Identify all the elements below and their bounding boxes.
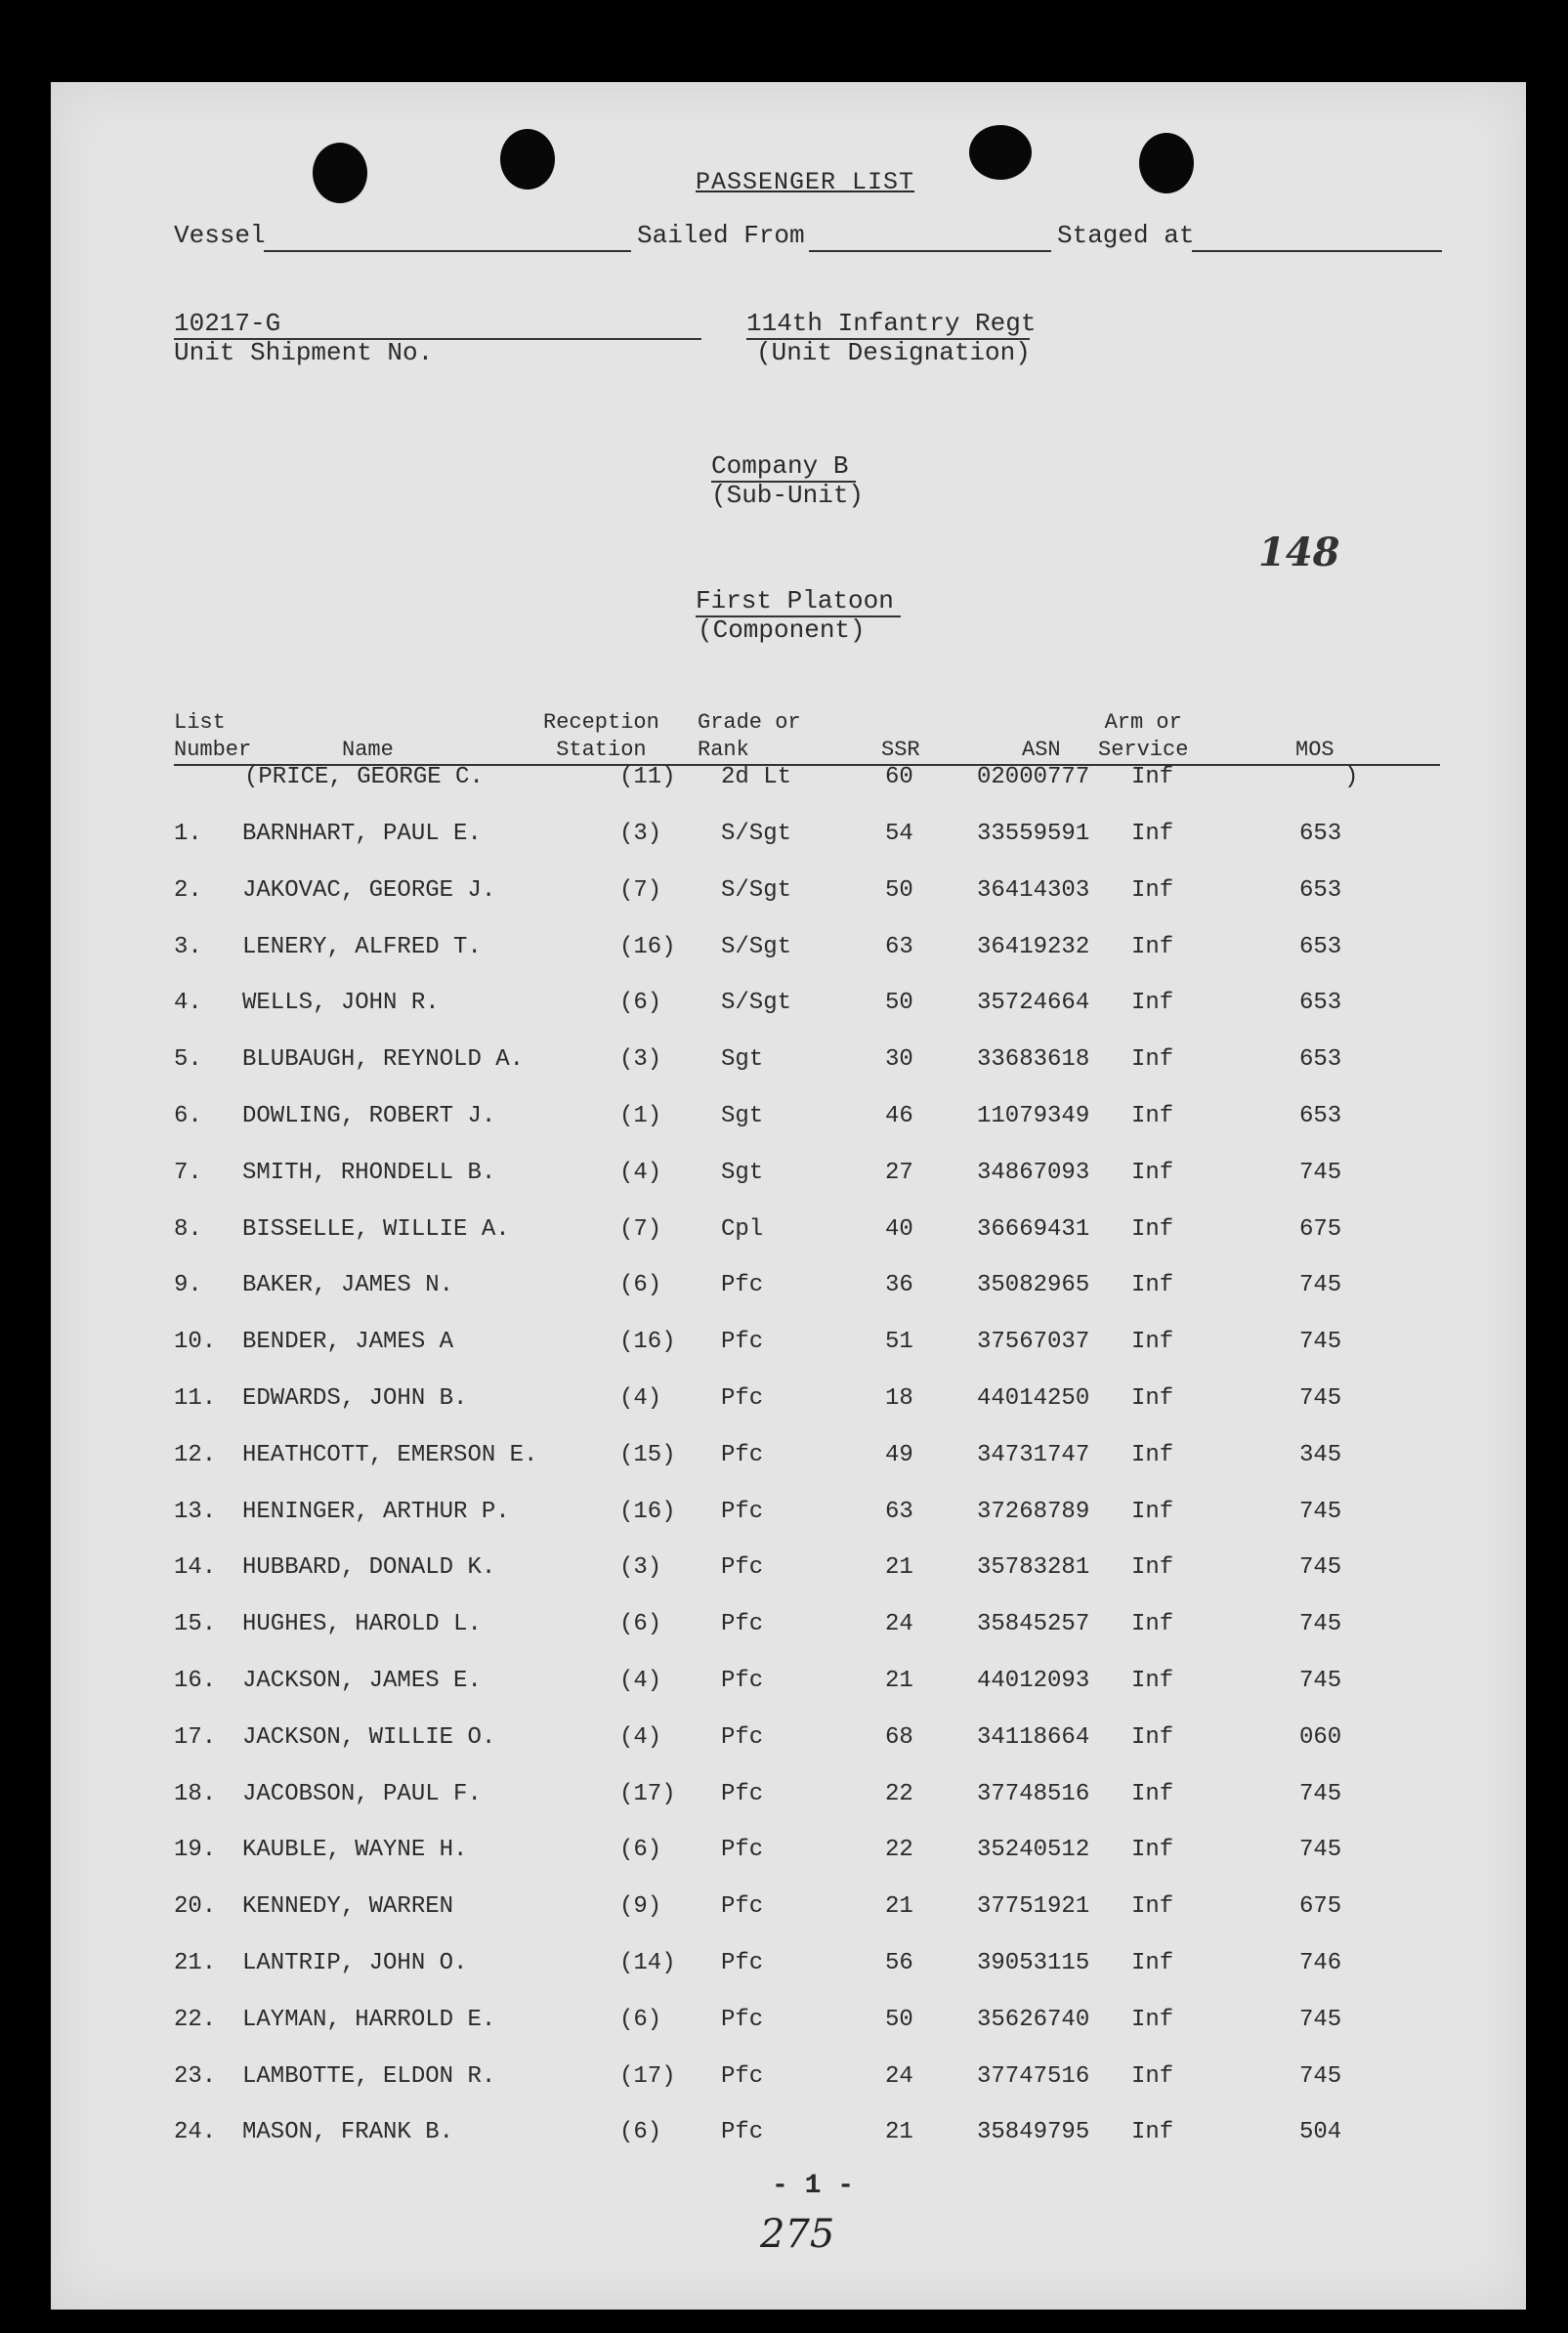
row-mos: 653 xyxy=(1299,876,1342,904)
row-arm: Inf xyxy=(1131,1329,1174,1356)
row-station: (6) xyxy=(619,2006,662,2033)
row-asn: 37747516 xyxy=(977,2062,1090,2090)
row-arm: Inf xyxy=(1131,2006,1174,2033)
row-mos: 745 xyxy=(1299,1668,1342,1694)
row-arm: Inf xyxy=(1131,1554,1174,1582)
col-header-name: Name xyxy=(342,738,394,762)
row-name: LENERY, ALFRED T. xyxy=(242,933,482,960)
row-ssr: 50 xyxy=(885,876,913,904)
row-ssr: 46 xyxy=(885,1103,913,1129)
row-grade: Sgt xyxy=(721,1103,764,1129)
row-arm: Inf xyxy=(1131,1441,1174,1468)
officer-name: (PRICE, GEORGE C. xyxy=(244,764,484,790)
row-mos: 653 xyxy=(1299,990,1342,1017)
row-grade: S/Sgt xyxy=(721,876,792,904)
row-ssr: 18 xyxy=(885,1385,913,1412)
row-mos: 504 xyxy=(1299,2119,1342,2146)
vessel-line xyxy=(264,250,631,252)
row-asn: 34731747 xyxy=(977,1441,1090,1468)
row-ssr: 50 xyxy=(885,990,913,1017)
row-mos: 746 xyxy=(1299,1950,1342,1976)
row-asn: 35845257 xyxy=(977,1611,1090,1638)
row-ssr: 63 xyxy=(885,933,913,960)
row-station: (4) xyxy=(619,1385,662,1412)
row-station: (6) xyxy=(619,2119,662,2146)
officer-station: (11) xyxy=(619,764,676,790)
row-grade: Sgt xyxy=(721,1159,764,1186)
row-number: 9. xyxy=(174,1272,202,1299)
row-grade: Sgt xyxy=(721,1046,764,1074)
row-number: 5. xyxy=(174,1046,202,1074)
row-number: 10. xyxy=(174,1329,217,1356)
row-asn: 44012093 xyxy=(977,1668,1090,1694)
row-name: HUBBARD, DONALD K. xyxy=(242,1554,496,1582)
row-number: 3. xyxy=(174,933,202,960)
row-number: 12. xyxy=(174,1441,217,1468)
row-station: (4) xyxy=(619,1668,662,1694)
row-name: HENINGER, ARTHUR P. xyxy=(242,1498,510,1525)
row-asn: 37567037 xyxy=(977,1329,1090,1356)
punch-hole xyxy=(1139,133,1194,193)
row-name: LAMBOTTE, ELDON R. xyxy=(242,2062,496,2090)
row-grade: S/Sgt xyxy=(721,933,792,960)
row-number: 8. xyxy=(174,1215,202,1243)
row-asn: 39053115 xyxy=(977,1950,1090,1976)
row-arm: Inf xyxy=(1131,2119,1174,2146)
row-ssr: 54 xyxy=(885,821,913,847)
row-name: LANTRIP, JOHN O. xyxy=(242,1950,468,1976)
row-name: JACKSON, WILLIE O. xyxy=(242,1723,496,1751)
row-arm: Inf xyxy=(1131,1046,1174,1074)
row-station: (7) xyxy=(619,876,662,904)
row-number: 16. xyxy=(174,1668,217,1694)
row-name: JACOBSON, PAUL F. xyxy=(242,1780,482,1807)
row-name: BAKER, JAMES N. xyxy=(242,1272,454,1299)
row-grade: Pfc xyxy=(721,1441,764,1468)
row-arm: Inf xyxy=(1131,1780,1174,1807)
row-number: 1. xyxy=(174,821,202,847)
row-ssr: 63 xyxy=(885,1498,913,1525)
row-mos: 745 xyxy=(1299,1329,1342,1356)
handwritten-footer: 275 xyxy=(760,2212,835,2257)
document-page xyxy=(51,82,1526,2310)
row-number: 14. xyxy=(174,1554,217,1582)
row-ssr: 24 xyxy=(885,1611,913,1638)
row-ssr: 49 xyxy=(885,1441,913,1468)
row-station: (15) xyxy=(619,1441,676,1468)
row-mos: 653 xyxy=(1299,821,1342,847)
row-station: (16) xyxy=(619,1329,676,1356)
row-name: JAKOVAC, GEORGE J. xyxy=(242,876,496,904)
row-number: 11. xyxy=(174,1385,217,1412)
row-number: 21. xyxy=(174,1950,217,1976)
punch-hole xyxy=(969,125,1032,180)
row-name: KAUBLE, WAYNE H. xyxy=(242,1837,468,1864)
row-grade: Pfc xyxy=(721,1554,764,1582)
col-header-ssr: SSR xyxy=(881,738,920,762)
row-name: HUGHES, HAROLD L. xyxy=(242,1611,482,1638)
row-mos: 653 xyxy=(1299,1046,1342,1074)
row-mos: 653 xyxy=(1299,933,1342,960)
row-station: (6) xyxy=(619,990,662,1017)
row-station: (14) xyxy=(619,1950,676,1976)
row-asn: 37268789 xyxy=(977,1498,1090,1525)
row-asn: 36419232 xyxy=(977,933,1090,960)
row-ssr: 56 xyxy=(885,1950,913,1976)
row-station: (1) xyxy=(619,1103,662,1129)
sub-unit-label: (Sub-Unit) xyxy=(711,481,865,510)
row-name: HEATHCOTT, EMERSON E. xyxy=(242,1441,538,1468)
row-station: (4) xyxy=(619,1159,662,1186)
row-name: BLUBAUGH, REYNOLD A. xyxy=(242,1046,525,1074)
row-name: BARNHART, PAUL E. xyxy=(242,821,482,847)
row-asn: 35783281 xyxy=(977,1554,1090,1582)
col-header-mos: MOS xyxy=(1295,738,1335,762)
row-station: (4) xyxy=(619,1723,662,1751)
row-mos: 060 xyxy=(1299,1723,1342,1751)
unit-designation: 114th Infantry Regt xyxy=(746,309,1037,338)
row-grade: Pfc xyxy=(721,1272,764,1299)
row-name: LAYMAN, HARROLD E. xyxy=(242,2006,496,2033)
row-mos: 745 xyxy=(1299,2006,1342,2033)
component-label: (Component) xyxy=(698,615,866,645)
row-number: 18. xyxy=(174,1780,217,1807)
row-number: 15. xyxy=(174,1611,217,1638)
row-grade: Pfc xyxy=(721,1780,764,1807)
row-name: DOWLING, ROBERT J. xyxy=(242,1103,496,1129)
sailed-from-label: Sailed From xyxy=(637,221,805,250)
row-station: (6) xyxy=(619,1272,662,1299)
unit-shipment-label: Unit Shipment No. xyxy=(174,338,434,367)
row-mos: 745 xyxy=(1299,1498,1342,1525)
row-grade: Pfc xyxy=(721,2119,764,2146)
row-mos: 745 xyxy=(1299,1611,1342,1638)
row-number: 20. xyxy=(174,1893,217,1921)
row-number: 4. xyxy=(174,990,202,1017)
row-number: 24. xyxy=(174,2119,217,2146)
row-asn: 35849795 xyxy=(977,2119,1090,2146)
row-ssr: 27 xyxy=(885,1159,913,1186)
row-station: (3) xyxy=(619,1046,662,1074)
row-mos: 675 xyxy=(1299,1893,1342,1921)
row-grade: Pfc xyxy=(721,1723,764,1751)
col-header-asn: ASN xyxy=(1022,738,1061,762)
row-arm: Inf xyxy=(1131,1498,1174,1525)
form-title: PASSENGER LIST xyxy=(696,168,915,196)
row-name: JACKSON, JAMES E. xyxy=(242,1668,482,1694)
row-arm: Inf xyxy=(1131,1668,1174,1694)
row-name: SMITH, RHONDELL B. xyxy=(242,1159,496,1186)
row-ssr: 36 xyxy=(885,1272,913,1299)
row-arm: Inf xyxy=(1131,1159,1174,1186)
row-station: (17) xyxy=(619,1780,676,1807)
row-asn: 35082965 xyxy=(977,1272,1090,1299)
row-number: 19. xyxy=(174,1837,217,1864)
page-number: - 1 - xyxy=(772,2171,855,2201)
row-asn: 35626740 xyxy=(977,2006,1090,2033)
officer-asn: 02000777 xyxy=(977,764,1090,790)
row-mos: 675 xyxy=(1299,1215,1342,1243)
row-grade: Pfc xyxy=(721,1385,764,1412)
row-name: KENNEDY, WARREN xyxy=(242,1893,454,1921)
row-asn: 35240512 xyxy=(977,1837,1090,1864)
row-ssr: 68 xyxy=(885,1723,913,1751)
row-name: EDWARDS, JOHN B. xyxy=(242,1385,468,1412)
row-mos: 745 xyxy=(1299,1780,1342,1807)
row-arm: Inf xyxy=(1131,1723,1174,1751)
row-station: (3) xyxy=(619,1554,662,1582)
row-ssr: 50 xyxy=(885,2006,913,2033)
row-grade: Pfc xyxy=(721,2062,764,2090)
row-mos: 345 xyxy=(1299,1441,1342,1468)
row-ssr: 22 xyxy=(885,1780,913,1807)
row-mos: 745 xyxy=(1299,2062,1342,2090)
row-station: (6) xyxy=(619,1611,662,1638)
row-grade: Pfc xyxy=(721,1668,764,1694)
row-ssr: 22 xyxy=(885,1837,913,1864)
row-station: (9) xyxy=(619,1893,662,1921)
sailed-from-line xyxy=(809,250,1051,252)
row-ssr: 30 xyxy=(885,1046,913,1074)
row-mos: 745 xyxy=(1299,1272,1342,1299)
col-header-reception-station: Reception Station xyxy=(543,710,659,762)
component-value: First Platoon xyxy=(696,586,894,615)
row-arm: Inf xyxy=(1131,1215,1174,1243)
row-ssr: 21 xyxy=(885,1554,913,1582)
row-asn: 34118664 xyxy=(977,1723,1090,1751)
row-mos: 653 xyxy=(1299,1103,1342,1129)
row-mos: 745 xyxy=(1299,1554,1342,1582)
row-number: 13. xyxy=(174,1498,217,1525)
row-arm: Inf xyxy=(1131,2062,1174,2090)
row-grade: Pfc xyxy=(721,1611,764,1638)
row-asn: 11079349 xyxy=(977,1103,1090,1129)
row-number: 7. xyxy=(174,1159,202,1186)
row-asn: 36414303 xyxy=(977,876,1090,904)
row-station: (16) xyxy=(619,933,676,960)
row-ssr: 21 xyxy=(885,1668,913,1694)
row-asn: 36669431 xyxy=(977,1215,1090,1243)
row-mos: 745 xyxy=(1299,1837,1342,1864)
officer-grade: 2d Lt xyxy=(721,764,792,790)
row-ssr: 21 xyxy=(885,2119,913,2146)
row-asn: 37748516 xyxy=(977,1780,1090,1807)
row-arm: Inf xyxy=(1131,1950,1174,1976)
row-name: MASON, FRANK B. xyxy=(242,2119,454,2146)
row-grade: Pfc xyxy=(721,1893,764,1921)
unit-shipment-number: 10217-G xyxy=(174,309,281,338)
row-name: WELLS, JOHN R. xyxy=(242,990,440,1017)
row-arm: Inf xyxy=(1131,1385,1174,1412)
vessel-label: Vessel xyxy=(174,221,266,250)
row-ssr: 24 xyxy=(885,2062,913,2090)
row-arm: Inf xyxy=(1131,1837,1174,1864)
handwritten-number: 148 xyxy=(1258,530,1340,575)
row-arm: Inf xyxy=(1131,1272,1174,1299)
col-header-list-number: List Number xyxy=(174,710,252,762)
row-mos: 745 xyxy=(1299,1159,1342,1186)
row-asn: 37751921 xyxy=(977,1893,1090,1921)
row-ssr: 21 xyxy=(885,1893,913,1921)
unit-designation-label: (Unit Designation) xyxy=(756,338,1031,367)
row-grade: Pfc xyxy=(721,1329,764,1356)
row-asn: 33559591 xyxy=(977,821,1090,847)
punch-hole xyxy=(313,143,367,203)
row-asn: 34867093 xyxy=(977,1159,1090,1186)
officer-mos: ) xyxy=(1344,764,1359,790)
row-mos: 745 xyxy=(1299,1385,1342,1412)
row-grade: Pfc xyxy=(721,1498,764,1525)
row-arm: Inf xyxy=(1131,1103,1174,1129)
row-asn: 35724664 xyxy=(977,990,1090,1017)
row-arm: Inf xyxy=(1131,990,1174,1017)
row-station: (7) xyxy=(619,1215,662,1243)
row-name: BENDER, JAMES A xyxy=(242,1329,454,1356)
row-arm: Inf xyxy=(1131,821,1174,847)
row-asn: 44014250 xyxy=(977,1385,1090,1412)
row-grade: Pfc xyxy=(721,2006,764,2033)
row-arm: Inf xyxy=(1131,1893,1174,1921)
row-ssr: 51 xyxy=(885,1329,913,1356)
sub-unit-value: Company B xyxy=(711,451,849,481)
row-asn: 33683618 xyxy=(977,1046,1090,1074)
staged-at-label: Staged at xyxy=(1057,221,1195,250)
row-number: 17. xyxy=(174,1723,217,1751)
row-number: 6. xyxy=(174,1103,202,1129)
row-grade: Cpl xyxy=(721,1215,764,1243)
row-arm: Inf xyxy=(1131,876,1174,904)
col-header-grade: Grade or Rank xyxy=(698,710,801,762)
row-grade: S/Sgt xyxy=(721,990,792,1017)
staged-at-line xyxy=(1192,250,1442,252)
row-ssr: 40 xyxy=(885,1215,913,1243)
row-arm: Inf xyxy=(1131,1611,1174,1638)
row-name: BISSELLE, WILLIE A. xyxy=(242,1215,510,1243)
col-header-arm: Arm or Service xyxy=(1098,710,1189,762)
row-station: (16) xyxy=(619,1498,676,1525)
officer-ssr: 60 xyxy=(885,764,913,790)
row-number: 22. xyxy=(174,2006,217,2033)
row-grade: S/Sgt xyxy=(721,821,792,847)
row-grade: Pfc xyxy=(721,1837,764,1864)
row-number: 2. xyxy=(174,876,202,904)
row-number: 23. xyxy=(174,2062,217,2090)
row-arm: Inf xyxy=(1131,933,1174,960)
row-grade: Pfc xyxy=(721,1950,764,1976)
row-station: (6) xyxy=(619,1837,662,1864)
punch-hole xyxy=(500,129,555,190)
row-station: (17) xyxy=(619,2062,676,2090)
officer-arm: Inf xyxy=(1131,764,1174,790)
row-station: (3) xyxy=(619,821,662,847)
